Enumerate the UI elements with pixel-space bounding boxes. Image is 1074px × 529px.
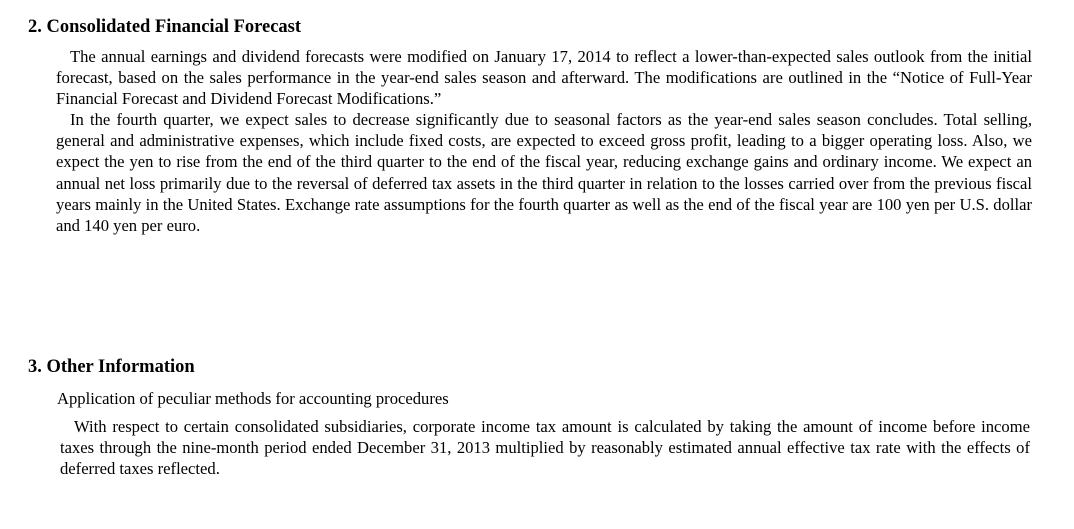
paragraph-income-tax-method: With respect to certain consolidated subsidiaries, corporate income tax amount is calculated by taking the amount of income before income taxes through the nine-month period ended December 31, 2013 multiplied by reasonably estimated annual effective tax rate with the effects of deferred taxes reflected.	[60, 417, 1030, 479]
subheading-accounting-procedures: Application of peculiar methods for accounting procedures	[57, 389, 449, 408]
paragraph-forecast-modification: The annual earnings and dividend forecasts were modified on January 17, 2014 to reflect a lower-than-expected sales outlook from the initial forecast, based on the sales performance in the year-end sales season and afterward. The modifications are outlined in the “Notice of Full-Year Financial Forecast and Dividend Forecast Modifications.”	[56, 47, 1032, 109]
section-heading-other-information: 3. Other Information	[28, 357, 195, 377]
section-heading-consolidated-financial-forecast: 2. Consolidated Financial Forecast	[28, 17, 302, 37]
paragraph-fourth-quarter-outlook: In the fourth quarter, we expect sales to decrease significantly due to seasonal factors as the year-end sales season concludes. Total selling, general and administrative expenses, which include fixed costs, are expected to exceed gross profit, leading to a bigger operating loss. Also, we expect the yen to rise from the end of the third quarter to the end of the fiscal year, reducing exchange gains and ordinary income. We expect an annual net loss primarily due to the reversal of deferred tax assets in the third quarter in relation to the losses carried over from the previous fiscal years mainly in the United States. Exchange rate assumptions for the fourth quarter as well as the end of the fiscal year are 100 yen per U.S. dollar and 140 yen per euro.	[56, 110, 1032, 236]
